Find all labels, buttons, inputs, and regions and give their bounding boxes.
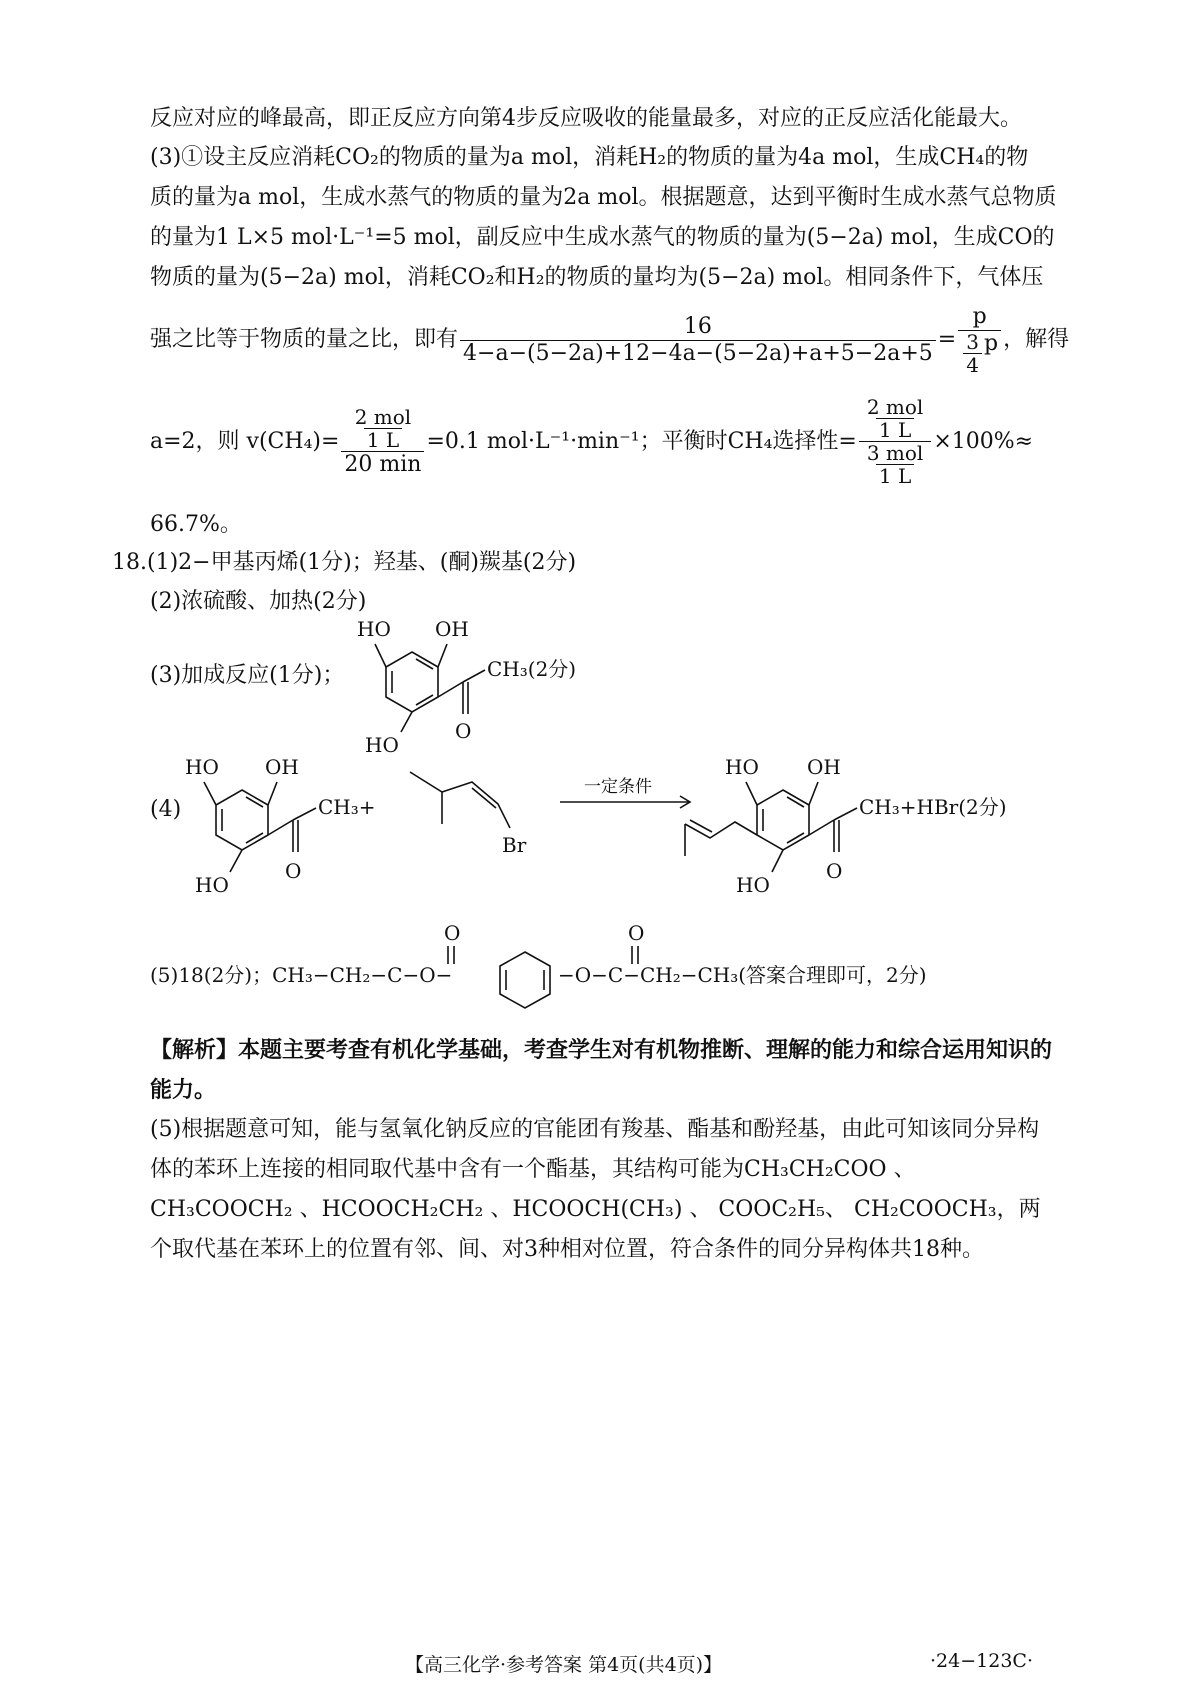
text-span: ，解得 xyxy=(1003,327,1070,352)
hydroxyl-label: OH xyxy=(807,755,841,779)
hydroxyl-label: HO xyxy=(365,733,399,757)
equation-line xyxy=(150,396,1033,487)
molecule-structure xyxy=(355,614,615,764)
numerator: 2 mol xyxy=(354,404,412,429)
benzene-ring xyxy=(757,790,809,850)
prenyl-chain xyxy=(685,822,757,838)
bromine-label: Br xyxy=(502,833,527,857)
oxygen-label: O xyxy=(444,921,461,945)
numerator: 2 mol xyxy=(866,395,924,419)
denominator: 1 L xyxy=(876,418,914,441)
hydroxyl-label: OH xyxy=(435,617,469,641)
hydroxyl-label: HO xyxy=(736,873,770,897)
benzene-ring xyxy=(500,952,550,1008)
text-line: (2)浓硫酸、加热(2分) xyxy=(150,589,367,614)
text-line: (4) xyxy=(150,797,182,822)
text-line: 66.7%。 xyxy=(150,512,242,537)
fraction xyxy=(341,406,424,478)
ester-structure xyxy=(150,920,1110,1020)
numerator: 16 xyxy=(683,313,712,339)
numerator: 3 mol xyxy=(866,441,924,465)
page-code: ·24−123C· xyxy=(930,1650,1033,1672)
reactant-tail-label: CH₃+ xyxy=(318,795,376,819)
text-span: =0.1 mol·L⁻¹·min⁻¹；平衡时CH₄选择性= xyxy=(426,428,857,454)
variable: p xyxy=(983,331,999,356)
numerator xyxy=(859,396,931,441)
text-line: (3)加成反应(1分)； xyxy=(150,663,345,688)
text-line: 体的苯环上连接的相同取代基中含有一个酯基，其结构可能为CH₃CH₂COO 、 xyxy=(150,1157,916,1182)
equals: = xyxy=(937,327,957,352)
numerator xyxy=(347,406,419,451)
text-span: ×100%≈ xyxy=(933,428,1034,454)
denominator: 4 xyxy=(963,353,982,376)
numerator: 3 xyxy=(966,330,979,354)
hydroxyl-label: HO xyxy=(185,755,219,779)
text-line: 反应对应的峰最高，即正反应方向第4步反应吸收的能量最多，对应的正反应活化能最大。 xyxy=(150,106,1023,131)
fraction xyxy=(859,396,931,487)
hydroxyl-label: HO xyxy=(725,755,759,779)
hydroxyl-label: HO xyxy=(195,873,229,897)
denominator: 1 L xyxy=(364,428,402,451)
page-footer: 【高三化学·参考答案 第4页(共4页)】 xyxy=(405,1654,723,1676)
text-line: (5)根据题意可知，能与氢氧化钠反应的官能团有羧基、酯基和酚羟基，由此可知该同分异构 xyxy=(150,1117,1040,1142)
product-tail-label: CH₃+HBr(2分) xyxy=(859,795,1007,819)
text-span: a=2，则 v(CH₄)= xyxy=(150,428,340,454)
text-span: −O−C−CH₂−CH₃(答案合理即可，2分) xyxy=(558,963,927,987)
denominator: 4−a−(5−2a)+12−4a−(5−2a)+a+5−2a+5 xyxy=(460,340,936,367)
fraction xyxy=(460,314,936,367)
fraction xyxy=(864,442,926,487)
equation-line xyxy=(150,304,1069,376)
fraction xyxy=(963,331,982,376)
analysis-title: 【解析】本题主要考查有机化学基础，考查学生对有机物推断、理解的能力和综合运用知识的 xyxy=(150,1037,1053,1063)
oxygen-label: O xyxy=(628,921,645,945)
text-line: 18.(1)2−甲基丙烯(1分)；羟基、(酮)羰基(2分) xyxy=(112,550,577,575)
text-span: 强之比等于物质的量之比，即有 xyxy=(150,327,459,352)
hydroxyl-label: HO xyxy=(357,617,391,641)
benzene-ring xyxy=(216,790,268,850)
numerator: p xyxy=(972,304,987,329)
benzene-ring xyxy=(386,652,438,712)
denominator: 1 L xyxy=(876,464,914,487)
reaction-condition: 一定条件 xyxy=(584,777,652,797)
text-line: 质的量为a mol，生成水蒸气的物质的量为2a mol。根据题意，达到平衡时生成水蒸气总物质 xyxy=(150,185,1057,210)
text-line: CH₃COOCH₂ 、HCOOCH₂CH₂ 、HCOOCH(CH₃) 、 COOC₂H₅、 CH₂COOCH₃，两 xyxy=(150,1197,1041,1222)
denominator xyxy=(958,330,1001,376)
text-line: 的量为1 L×5 mol·L⁻¹=5 mol，副反应中生成水蒸气的物质的量为(5−2a) mol，生成CO的 xyxy=(150,225,1055,250)
reaction-scheme xyxy=(180,752,1130,912)
prenyl-bromide xyxy=(410,772,510,828)
text-line: (3)①设主反应消耗CO₂的物质的量为a mol，消耗H₂的物质的量为4a mol，生成CH₄的物 xyxy=(150,145,1029,170)
fraction xyxy=(864,396,926,441)
oxygen-label: O xyxy=(455,719,472,743)
denominator: 20 min xyxy=(341,451,424,478)
methyl-score-label: CH₃(2分) xyxy=(487,657,577,681)
oxygen-label: O xyxy=(285,859,302,883)
analysis-title: 能力。 xyxy=(150,1077,217,1103)
oxygen-label: O xyxy=(826,859,843,883)
denominator xyxy=(859,441,931,487)
fraction xyxy=(352,406,414,451)
text-span: (5)18(2分)；CH₃−CH₂−C−O− xyxy=(150,963,453,987)
text-line: 物质的量为(5−2a) mol，消耗CO₂和H₂的物质的量均为(5−2a) mol。相同条件下，气体压 xyxy=(150,265,1044,290)
text-line: 个取代基在苯环上的位置有邻、间、对3种相对位置，符合条件的同分异构体共18种。 xyxy=(150,1237,984,1262)
hydroxyl-label: OH xyxy=(265,755,299,779)
fraction xyxy=(958,304,1001,376)
